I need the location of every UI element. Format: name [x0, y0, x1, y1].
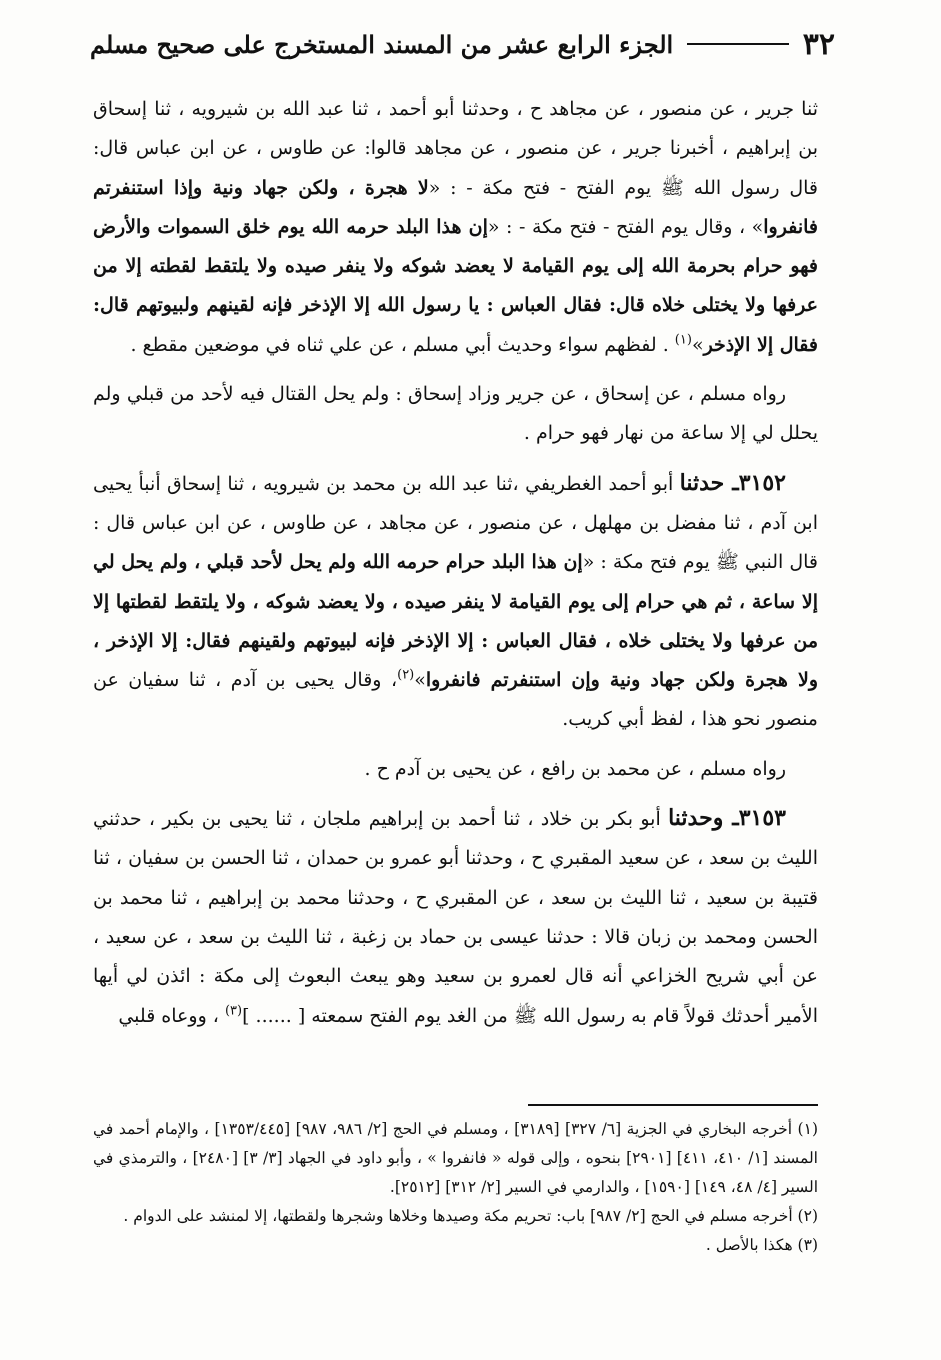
hadith-text-1: لا هجرة ، ولكن جهاد ونية وإذا استنفرتم فانفروا: [93, 176, 818, 238]
page-header: [90, 22, 835, 66]
paragraph-2: رواه مسلم ، عن إسحاق ، عن جرير وزاد إسحاق : ولم يحل القتال فيه لأحد من قبلي ولم يحلل لي إلا ساعة من نهار فهو حرام .: [93, 383, 818, 445]
footnote-3: (٣) هكذا بالأصل .: [705, 1236, 818, 1254]
hadith-3152: [93, 464, 818, 740]
paragraph-1-text-c: » ، وقال يوم الفتح - فتح مكة - : «: [487, 215, 764, 238]
hadith-3152-close-quote: »: [414, 669, 426, 692]
footnotes: [93, 1115, 818, 1260]
hadith-3153-isnad: أبو بكر بن خلاد ، ثنا أحمد بن إبراهيم ملجان ، ثنا يحيى بن بكير ، حدثني الليث بن سعد ، عن سعيد المقبري ح ، وحدثنا أبو عمرو بن حمدان ، ثنا الحسن بن سفيان ، ثنا قتيبة بن سعيد ، ثنا الليث بن سعد ، عن المقبري ح ، وحدثنا محمد بن إبراهيم ، ثنا محمد بن الحسن ومحمد بن زبان قالا : حدثنا عيسى بن حماد بن زغبة ، ثنا الليث بن سعد ، عن سعيد ، عن أبي شريح الخزاعي أنه قال لعمرو بن سعيد وهو يبعث البعوث إلى مكة : ائذن لي أيها الأمير أحدثك قولاً قام به رسول الله ﷺ من الغد يوم الفتح سمعته [ ...... ]: [93, 808, 818, 1027]
main-text: [93, 90, 818, 1036]
footnote-ref-1[interactable]: (١): [674, 332, 692, 348]
footnote-ref-2[interactable]: (٢): [397, 667, 415, 683]
footnote-2: (٢) أخرجه مسلم في الحج [٢/ ٩٨٧] باب: تحريم مكة وصيدها وخلاها وشجرها ولقطتها، إلا لمنشد على الدوام .: [123, 1207, 818, 1225]
running-title: الجزء الرابع عشر من المسند المستخرج على صحيح مسلم: [90, 29, 674, 59]
hadith-number-3153: ٣١٥٣ـ وحدثنا: [668, 805, 786, 832]
footnote-separator: [528, 1104, 818, 1106]
footnote-ref-3[interactable]: (٣): [224, 1003, 243, 1019]
paragraph-1-text-e: »: [691, 333, 704, 356]
footnote-1: (١) أخرجه البخاري في الجزية [٦/ ٣٢٧] [٣١٨٩] ، ومسلم في الحج [٢/ ٩٨٦، ٩٨٧] [١٣٥٣/٤٤٥] ، والإمام أحمد في المسند [١/ ٤١٠، ٤١١] [٢٩٠١] بنحوه ، وإلى قوله « فانفروا » ، وأبو داود في الجهاد [٣/ ٣] [٢٤٨٠] ، والترمذي في السير [٤/ ٤٨، ١٤٩] [١٥٩٠] ، والدارمي في السير [٢/ ٣١٢] [٢٥١٢].: [93, 1120, 818, 1196]
paragraph-4: رواه مسلم ، عن محمد بن رافع ، عن يحيى بن آدم ح .: [364, 757, 786, 780]
paragraph-1-text-a: ثنا جرير ، عن منصور ، عن مجاهد ح ، وحدثنا أبو أحمد ، ثنا عبد الله بن شيرويه ، ثنا إسحاق بن إبراهيم ، أخبرنا جرير ، عن منصور ، عن مجاهد قالوا: عن طاوس ، عن ابن عباس قال: قال رسول الله ﷺ يوم الفتح - فتح مكة - : «: [93, 98, 819, 199]
hadith-3153-tail: ، ووعاه قلبي: [118, 1004, 225, 1027]
hadith-3152-matn: إن هذا البلد حرام حرمه الله ولم يحل لأحد قبلي ، ولم يحل لي إلا ساعة ، ثم هي حرام إلى يوم القيامة لا ينفر صيده ، ولا يعضد شوكه ، ولا يلتقط لقطتها إلا من عرفها ولا يختلى خلاه ، فقال العباس : إلا الإذخر فإنه لبيوتهم ولقينهم فقال: إلا الإذخر ، ولا هجرة ولكن جهاد ونية وإن استنفرتم فانفروا: [93, 551, 818, 692]
hadith-3152-tail: ، وقال يحيى بن آدم ، ثنا سفيان عن منصور نحو هذا ، لفظ أبي كريب.: [93, 669, 818, 731]
header-rule: [687, 43, 789, 45]
hadith-text-2: إن هذا البلد حرمه الله يوم خلق السموات والأرض فهو حرام بحرمة الله إلى يوم القيامة لا يعضد شوكه ولا ينفر صيده ولا يلتقط لقطته إلا من عرفها ولا يختلى خلاه قال: فقال العباس : يا رسول الله إلا الإذخر فإنه لقينهم ولبيوتهم قال: فقال إلا الإذخر: [93, 215, 818, 356]
hadith-number-3152: ٣١٥٢ـ حدثنا: [679, 469, 786, 496]
paragraph-1-text-f: . لفظهم سواء وحديث أبي مسلم ، عن علي ثناه في موضعين مقطع .: [130, 333, 675, 356]
hadith-3152-isnad: أبو أحمد الغطريفي ،ثنا عبد الله بن محمد بن شيرويه ، ثنا إسحاق أنبأ يحيى ابن آدم ، ثنا مفضل بن مهلهل ، عن منصور ، عن مجاهد ، عن طاوس ، عن ابن عباس قال : قال النبي ﷺ يوم فتح مكة : «: [93, 472, 819, 574]
hadith-3153: [93, 799, 818, 1036]
paragraph-1: [93, 90, 818, 365]
page-number: ٣٢: [802, 26, 835, 62]
